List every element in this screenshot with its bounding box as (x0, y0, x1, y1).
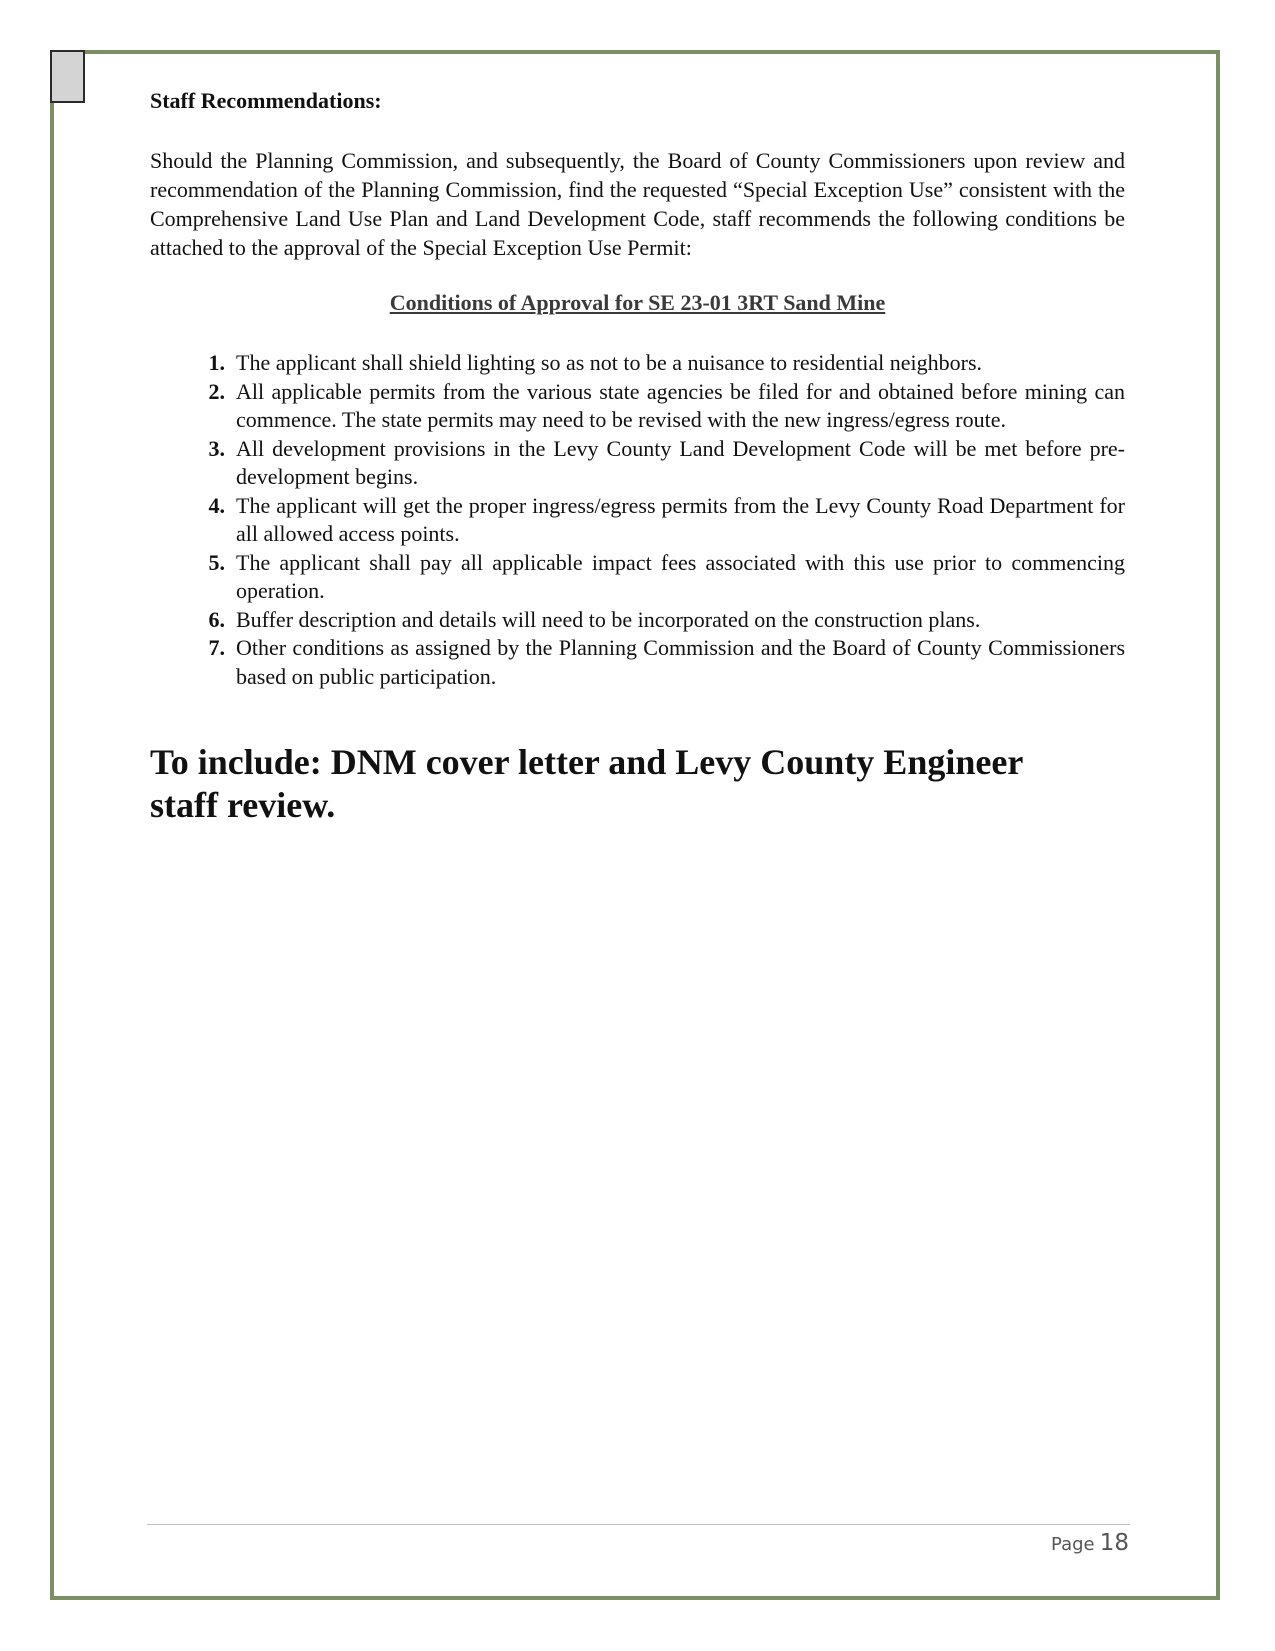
condition-text: The applicant shall shield lighting so as not to be a nuisance to residential neighbors. (236, 350, 983, 375)
condition-item (150, 349, 1125, 378)
condition-number: 6. (208, 606, 225, 632)
condition-item (150, 492, 1125, 549)
page-number (1051, 1530, 1129, 1556)
document-content (150, 88, 1125, 827)
condition-text: All development provisions in the Levy County Land Development Code will be met before pre-development begins. (236, 435, 1125, 489)
condition-text: All applicable permits from the various state agencies be filed for and obtained before mining can commence. The state permits may need to be revised with the new ingress/egress route. (236, 378, 1125, 432)
conditions-title: Conditions of Approval for SE 23-01 3RT Sand Mine (389, 290, 886, 315)
condition-text: The applicant will get the proper ingress/egress permits from the Levy County Road Department for all allowed access points. (236, 492, 1125, 546)
page-label: Page (1051, 1534, 1095, 1555)
condition-item (150, 606, 1125, 635)
condition-text: The applicant shall pay all applicable impact fees associated with this use prior to commencing operation. (236, 549, 1125, 603)
condition-item (150, 549, 1125, 606)
condition-item (150, 634, 1125, 691)
footer-divider (147, 1524, 1130, 1525)
conditions-list (150, 349, 1125, 691)
section-heading: Staff Recommendations: (150, 88, 382, 113)
condition-item (150, 435, 1125, 492)
condition-number: 3. (208, 435, 225, 461)
condition-text: Buffer description and details will need to be incorporated on the construction plans. (236, 606, 981, 632)
corner-tab (50, 50, 85, 103)
condition-number: 1. (208, 350, 225, 375)
condition-text: Other conditions as assigned by the Planning Commission and the Board of County Commissioners based on public participation. (236, 635, 1125, 689)
page-value: 18 (1099, 1530, 1129, 1556)
condition-number: 2. (208, 378, 225, 404)
include-note: To include: DNM cover letter and Levy County Engineer staff review. (150, 742, 1023, 825)
intro-paragraph: Should the Planning Commission, and subsequently, the Board of County Commissioners upon review and recommendation of the Planning Commission, find the requested “Special Exception Use” consistent with the Comprehensive Land Use Plan and Land Development Code, staff recommends the following conditions be attached to the approval of the Special Exception Use Permit: (150, 148, 1125, 260)
condition-number: 7. (208, 635, 225, 660)
condition-number: 5. (208, 549, 225, 575)
condition-number: 4. (208, 492, 225, 518)
condition-item (150, 378, 1125, 435)
